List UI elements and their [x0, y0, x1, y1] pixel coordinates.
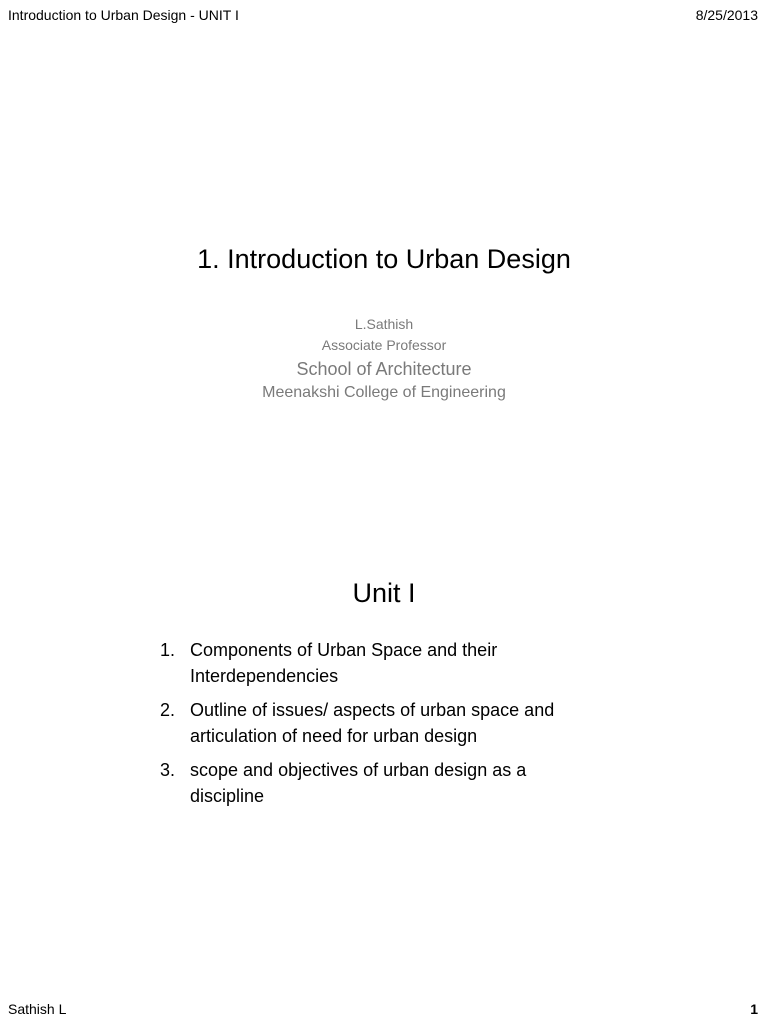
- unit-title: Unit I: [352, 578, 416, 608]
- list-item: [160, 637, 620, 689]
- item-text-line2: Interdependencies: [190, 666, 339, 686]
- item-text-line2: discipline: [190, 786, 265, 806]
- item-text-line2: articulation of need for urban design: [190, 726, 478, 746]
- item-number: 1.: [160, 640, 176, 660]
- footer-author: Sathish L: [8, 1001, 67, 1017]
- list-item: [160, 757, 620, 809]
- header-date: 8/25/2013: [695, 7, 758, 23]
- item-number: 3.: [160, 760, 176, 780]
- author-name: L.Sathish: [354, 316, 414, 332]
- school-name: School of Architecture: [296, 359, 472, 379]
- item-number: 2.: [160, 700, 176, 720]
- header-title: Introduction to Urban Design - UNIT I: [8, 7, 239, 23]
- item-text-line1: Components of Urban Space and their: [190, 640, 498, 660]
- author-role: Associate Professor: [321, 337, 447, 353]
- college-name: Meenakshi College of Engineering: [262, 384, 506, 401]
- page-number: 1: [750, 1001, 758, 1017]
- topic-list: [160, 637, 620, 817]
- item-text-line1: Outline of issues/ aspects of urban space and: [190, 700, 555, 720]
- list-item: [160, 697, 620, 749]
- slide-title: 1. Introduction to Urban Design: [197, 244, 571, 274]
- item-text-line1: scope and objectives of urban design as a: [190, 760, 527, 780]
